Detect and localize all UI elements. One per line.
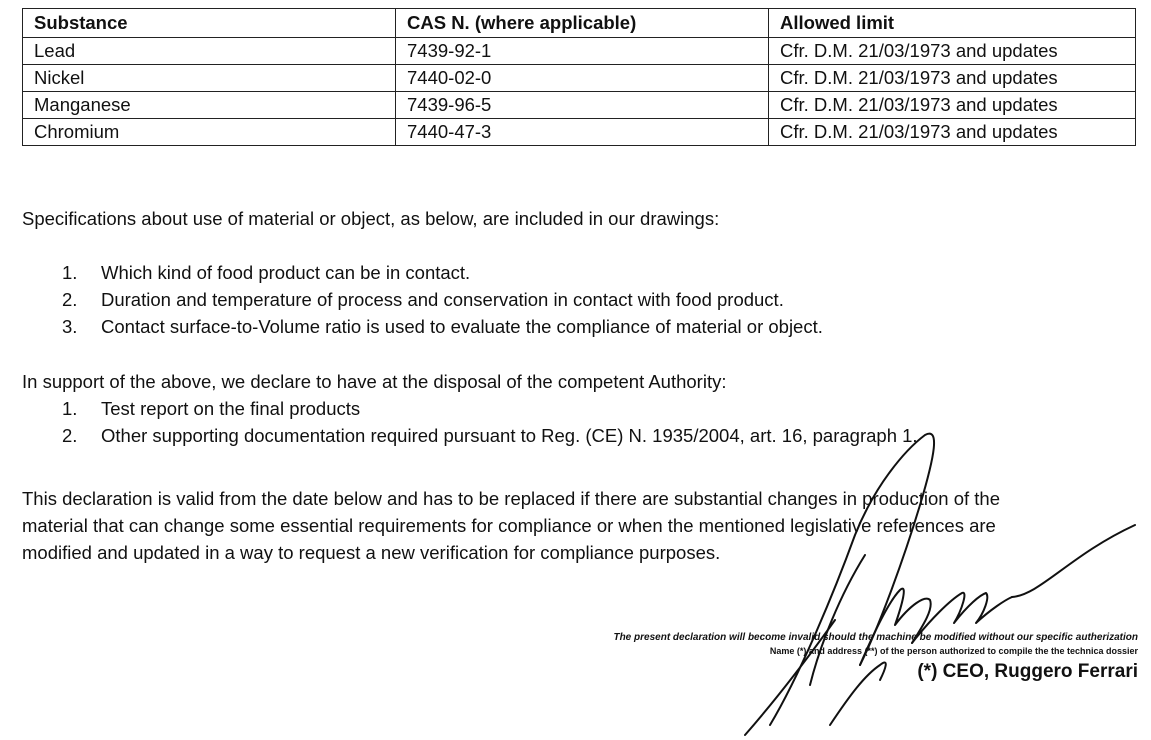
cell-cas-number: 7440-02-0 [396,65,769,92]
specifications-intro: Specifications about use of material or object, as below, are included in our drawings: [22,208,720,229]
handwritten-signature [740,425,1150,740]
cell-substance: Nickel [23,65,396,92]
list-item-text: Test report on the final products [101,398,361,419]
list-item-number: 3. [62,316,78,337]
table-row [23,92,1136,119]
list-item [62,313,823,340]
signatory-name: (*) CEO, Ruggero Ferrari [917,661,1138,682]
authorized-person-note: Name (*) and address (**) of the person authorized to compile the the technica dossier [769,646,1138,656]
table-row [23,119,1136,146]
cell-substance: Chromium [23,119,396,146]
cell-allowed-limit: Cfr. D.M. 21/03/1973 and updates [769,38,1136,65]
header-substance: Substance [23,9,396,38]
cell-cas-number: 7439-92-1 [396,38,769,65]
validity-line: This declaration is valid from the date below and has to be replaced if there are substantial changes in production of the [22,488,1001,509]
list-item [62,286,823,313]
cell-allowed-limit: Cfr. D.M. 21/03/1973 and updates [769,119,1136,146]
list-item-number: 2. [62,425,78,446]
specifications-list [62,259,823,340]
substance-table [22,8,1136,146]
invalidity-note: The present declaration will become invalid should the machine be modified without our specific autherization [613,632,1138,643]
cell-cas-number: 7439-96-5 [396,92,769,119]
list-item-text: Which kind of food product can be in contact. [101,262,471,283]
cell-allowed-limit: Cfr. D.M. 21/03/1973 and updates [769,92,1136,119]
list-item-text: Other supporting documentation required pursuant to Reg. (CE) N. 1935/2004, art. 16, paragraph 1. [101,425,918,446]
list-item-text: Contact surface-to-Volume ratio is used to evaluate the compliance of material or object. [101,316,823,337]
table-header-row [23,9,1136,38]
header-cas-number: CAS N. (where applicable) [396,9,769,38]
cell-allowed-limit: Cfr. D.M. 21/03/1973 and updates [769,65,1136,92]
validity-line: modified and updated in a way to request a new verification for compliance purposes. [22,542,721,563]
list-item-text: Duration and temperature of process and conservation in contact with food product. [101,289,784,310]
header-allowed-limit: Allowed limit [769,9,1136,38]
cell-substance: Lead [23,38,396,65]
list-item [62,395,918,422]
list-item-number: 2. [62,289,78,310]
cell-substance: Manganese [23,92,396,119]
list-item-number: 1. [62,398,78,419]
table-row [23,38,1136,65]
list-item-number: 1. [62,262,78,283]
cell-cas-number: 7440-47-3 [396,119,769,146]
list-item [62,259,823,286]
validity-line: material that can change some essential requirements for compliance or when the mentioned legislative references are [22,515,996,536]
table-row [23,65,1136,92]
support-intro: In support of the above, we declare to have at the disposal of the competent Authority: [22,371,727,392]
